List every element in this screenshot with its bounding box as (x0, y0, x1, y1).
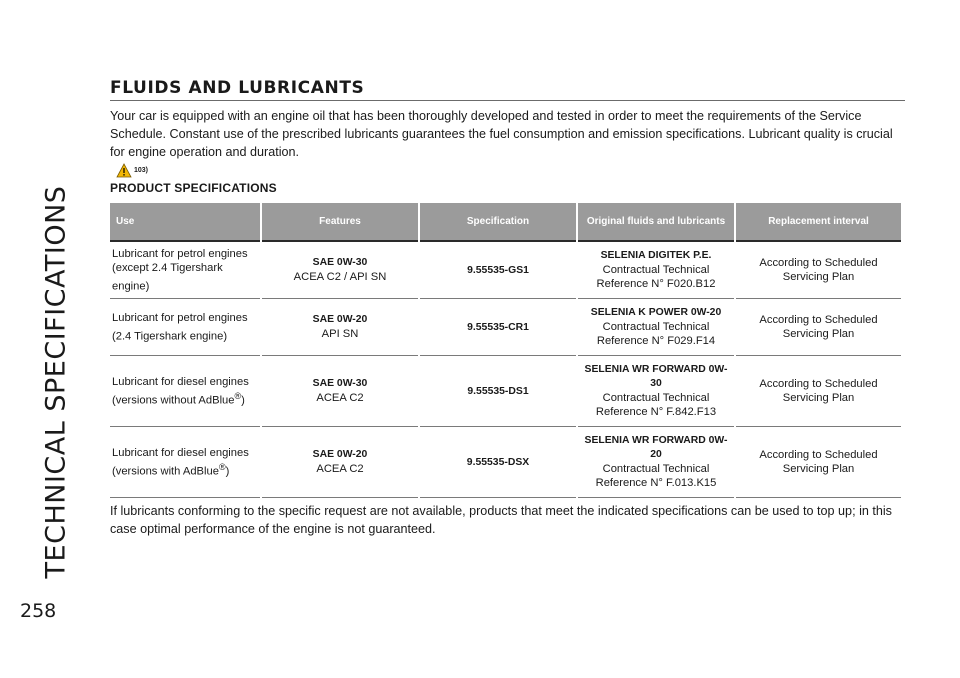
table-header-row (110, 203, 901, 242)
cell-use: Lubricant for diesel engines (versions with AdBlue®) (110, 427, 260, 498)
product-specifications-title: PRODUCT SPECIFICATIONS (110, 181, 277, 195)
section-title: FLUIDS AND LUBRICANTS (110, 78, 905, 101)
cell-use: Lubricant for diesel engines (versions without AdBlue®) (110, 356, 260, 427)
cell-use: Lubricant for petrol engines (except 2.4 Tigershark engine) (110, 242, 260, 299)
cell-specification: 9.55535-DSX (420, 427, 576, 498)
cell-original-fluid: SELENIA K POWER 0W-20 Contractual Technical Reference N° F029.F14 (578, 299, 734, 356)
cell-features: SAE 0W-20 API SN (262, 299, 418, 356)
cell-original-fluid: SELENIA WR FORWARD 0W-20 Contractual Technical Reference N° F.013.K15 (578, 427, 734, 498)
intro-paragraph: Your car is equipped with an engine oil that has been thoroughly developed and tested in order to meet the requirements of the Service Schedule. Constant use of the prescribed lubricants guarantees the fuel consumption and emission specifications. Lubricant quality is crucial for engine operation and duration. (110, 109, 893, 159)
table-row (110, 299, 901, 356)
cell-specification: 9.55535-CR1 (420, 299, 576, 356)
cell-original-fluid: SELENIA WR FORWARD 0W-30 Contractual Technical Reference N° F.842.F13 (578, 356, 734, 427)
table-row (110, 242, 901, 299)
cell-interval: According to Scheduled Servicing Plan (736, 299, 901, 356)
header-replacement-interval: Replacement interval (736, 203, 901, 242)
cell-interval: According to Scheduled Servicing Plan (736, 427, 901, 498)
cell-features: SAE 0W-20 ACEA C2 (262, 427, 418, 498)
cell-use: Lubricant for petrol engines (2.4 Tigershark engine) (110, 299, 260, 356)
header-use: Use (110, 203, 260, 242)
page-content (110, 78, 905, 538)
warning-reference-row (110, 163, 905, 181)
cell-interval: According to Scheduled Servicing Plan (736, 356, 901, 427)
cell-specification: 9.55535-DS1 (420, 356, 576, 427)
cell-features: SAE 0W-30 ACEA C2 (262, 356, 418, 427)
header-specification: Specification (420, 203, 576, 242)
cell-features: SAE 0W-30 ACEA C2 / API SN (262, 242, 418, 299)
warning-triangle-icon (116, 163, 132, 183)
warning-reference-number: 103) (134, 167, 149, 174)
header-original-fluids: Original fluids and lubricants (578, 203, 734, 242)
cell-original-fluid: SELENIA DIGITEK P.E. Contractual Technical Reference N° F020.B12 (578, 242, 734, 299)
cell-specification: 9.55535-GS1 (420, 242, 576, 299)
product-specifications-table (108, 203, 903, 498)
header-features: Features (262, 203, 418, 242)
page-number: 258 (20, 600, 57, 622)
outro-paragraph: If lubricants conforming to the specific request are not available, products that meet the indicated specifications can be used to top up; in this case optimal performance of the engine is not guaranteed. (110, 504, 892, 536)
table-row (110, 427, 901, 498)
cell-interval: According to Scheduled Servicing Plan (736, 242, 901, 299)
table-row (110, 356, 901, 427)
side-section-title: TECHNICAL SPECIFICATIONS (40, 185, 72, 579)
